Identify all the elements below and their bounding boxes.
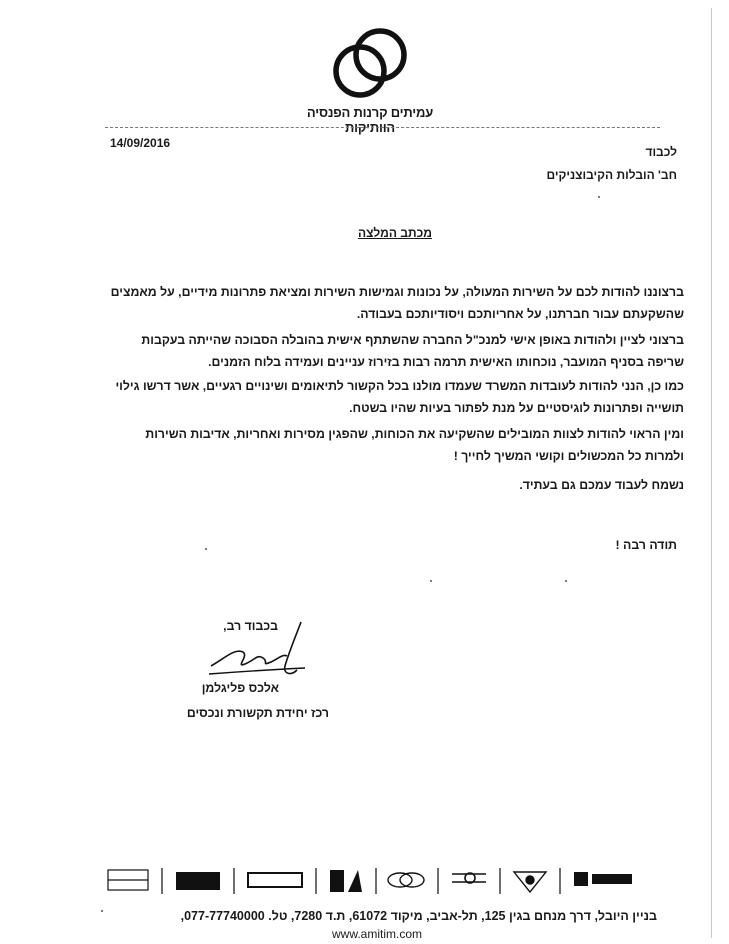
signer-name: אלכס פליגלמן (201, 681, 279, 695)
letter-date: 14/09/2016 (110, 136, 171, 150)
body-paragraph-3: כמו כן, הנני להודות לעובדות המשרד שעמדו מולנו בכל הקשור לתיאומים ושינויים רגעיים, אשר דרשו גילוי תושייה ופתרונות לוגיסטיים על מנת לפתור בעיות שהיו בשטח. (115, 379, 684, 415)
thanks-line: תודה רבה ! (615, 538, 677, 552)
letterhead-divider (105, 127, 660, 128)
signer-title: רכז יחידת תקשורת ונכסים (186, 706, 329, 720)
scan-speck (430, 580, 432, 582)
body-paragraph-1: ברצוננו להודות לכם על השירות המעולה, על נכונות וגמישות השירות ומציאת פתרונות מידיים, על מאמצים שהשקעתם עבור חברתנו, על אחריותכם ויסודיותכם בעבודה. (110, 285, 684, 321)
scan-speck (565, 580, 567, 582)
closing-line: בכבוד רב, (223, 619, 278, 633)
fund-logo-8 (574, 872, 632, 886)
scan-edge-line (711, 8, 712, 938)
body-paragraph-4: ומין הראוי להודות לצוות המובילים שהשקיעה את הכוחות, שהפגין מסירות ואחריות, אדיבות השירות ולמרות כל המכשולים וקושי המשיך לחייך ! (145, 427, 684, 463)
recipient-to-label: לכבוד (645, 145, 677, 159)
scan-speck (205, 548, 207, 550)
fund-logo-3 (248, 873, 302, 887)
letterhead-org-name: עמיתים קרנות הפנסיה הוותיקות (306, 105, 434, 135)
footer-website[interactable]: www.amitim.com (332, 927, 423, 941)
fund-logos-strip (100, 864, 680, 898)
footer-address: בניין היובל, דרך מנחם בגין 125, תל-אביב, מיקוד 61072, ת.ד 7280, טל. 077-77740000, (180, 909, 657, 923)
amitim-rings-logo (330, 25, 410, 105)
body-paragraph-5: נשמח לעבוד עמכם גם בעתיד. (519, 478, 684, 492)
recipient-name: חב' הובלות הקיבוצניקים (546, 168, 677, 182)
fund-logo-1 (108, 870, 148, 890)
fund-logo-5 (388, 873, 424, 887)
handwritten-signature (205, 618, 315, 686)
fund-logo-7 (514, 872, 546, 892)
body-paragraph-2: ברצוני לציין ולהודות באופן אישי למנכ"ל החברה שהשתתף אישית בהובלה הסבוכה שהייתה בעקבות שריפה בסניף המועבר, נוכחותו האישית תרמה רבות בזירוז עניינים ועמידה בלוח הזמנים. (141, 333, 684, 369)
fund-logo-2 (176, 872, 220, 890)
scan-speck (101, 910, 103, 912)
letter-subject: מכתב המלצה (358, 226, 432, 240)
fund-logo-4 (330, 870, 362, 892)
scan-speck (598, 196, 600, 198)
fund-logo-6 (452, 873, 486, 883)
